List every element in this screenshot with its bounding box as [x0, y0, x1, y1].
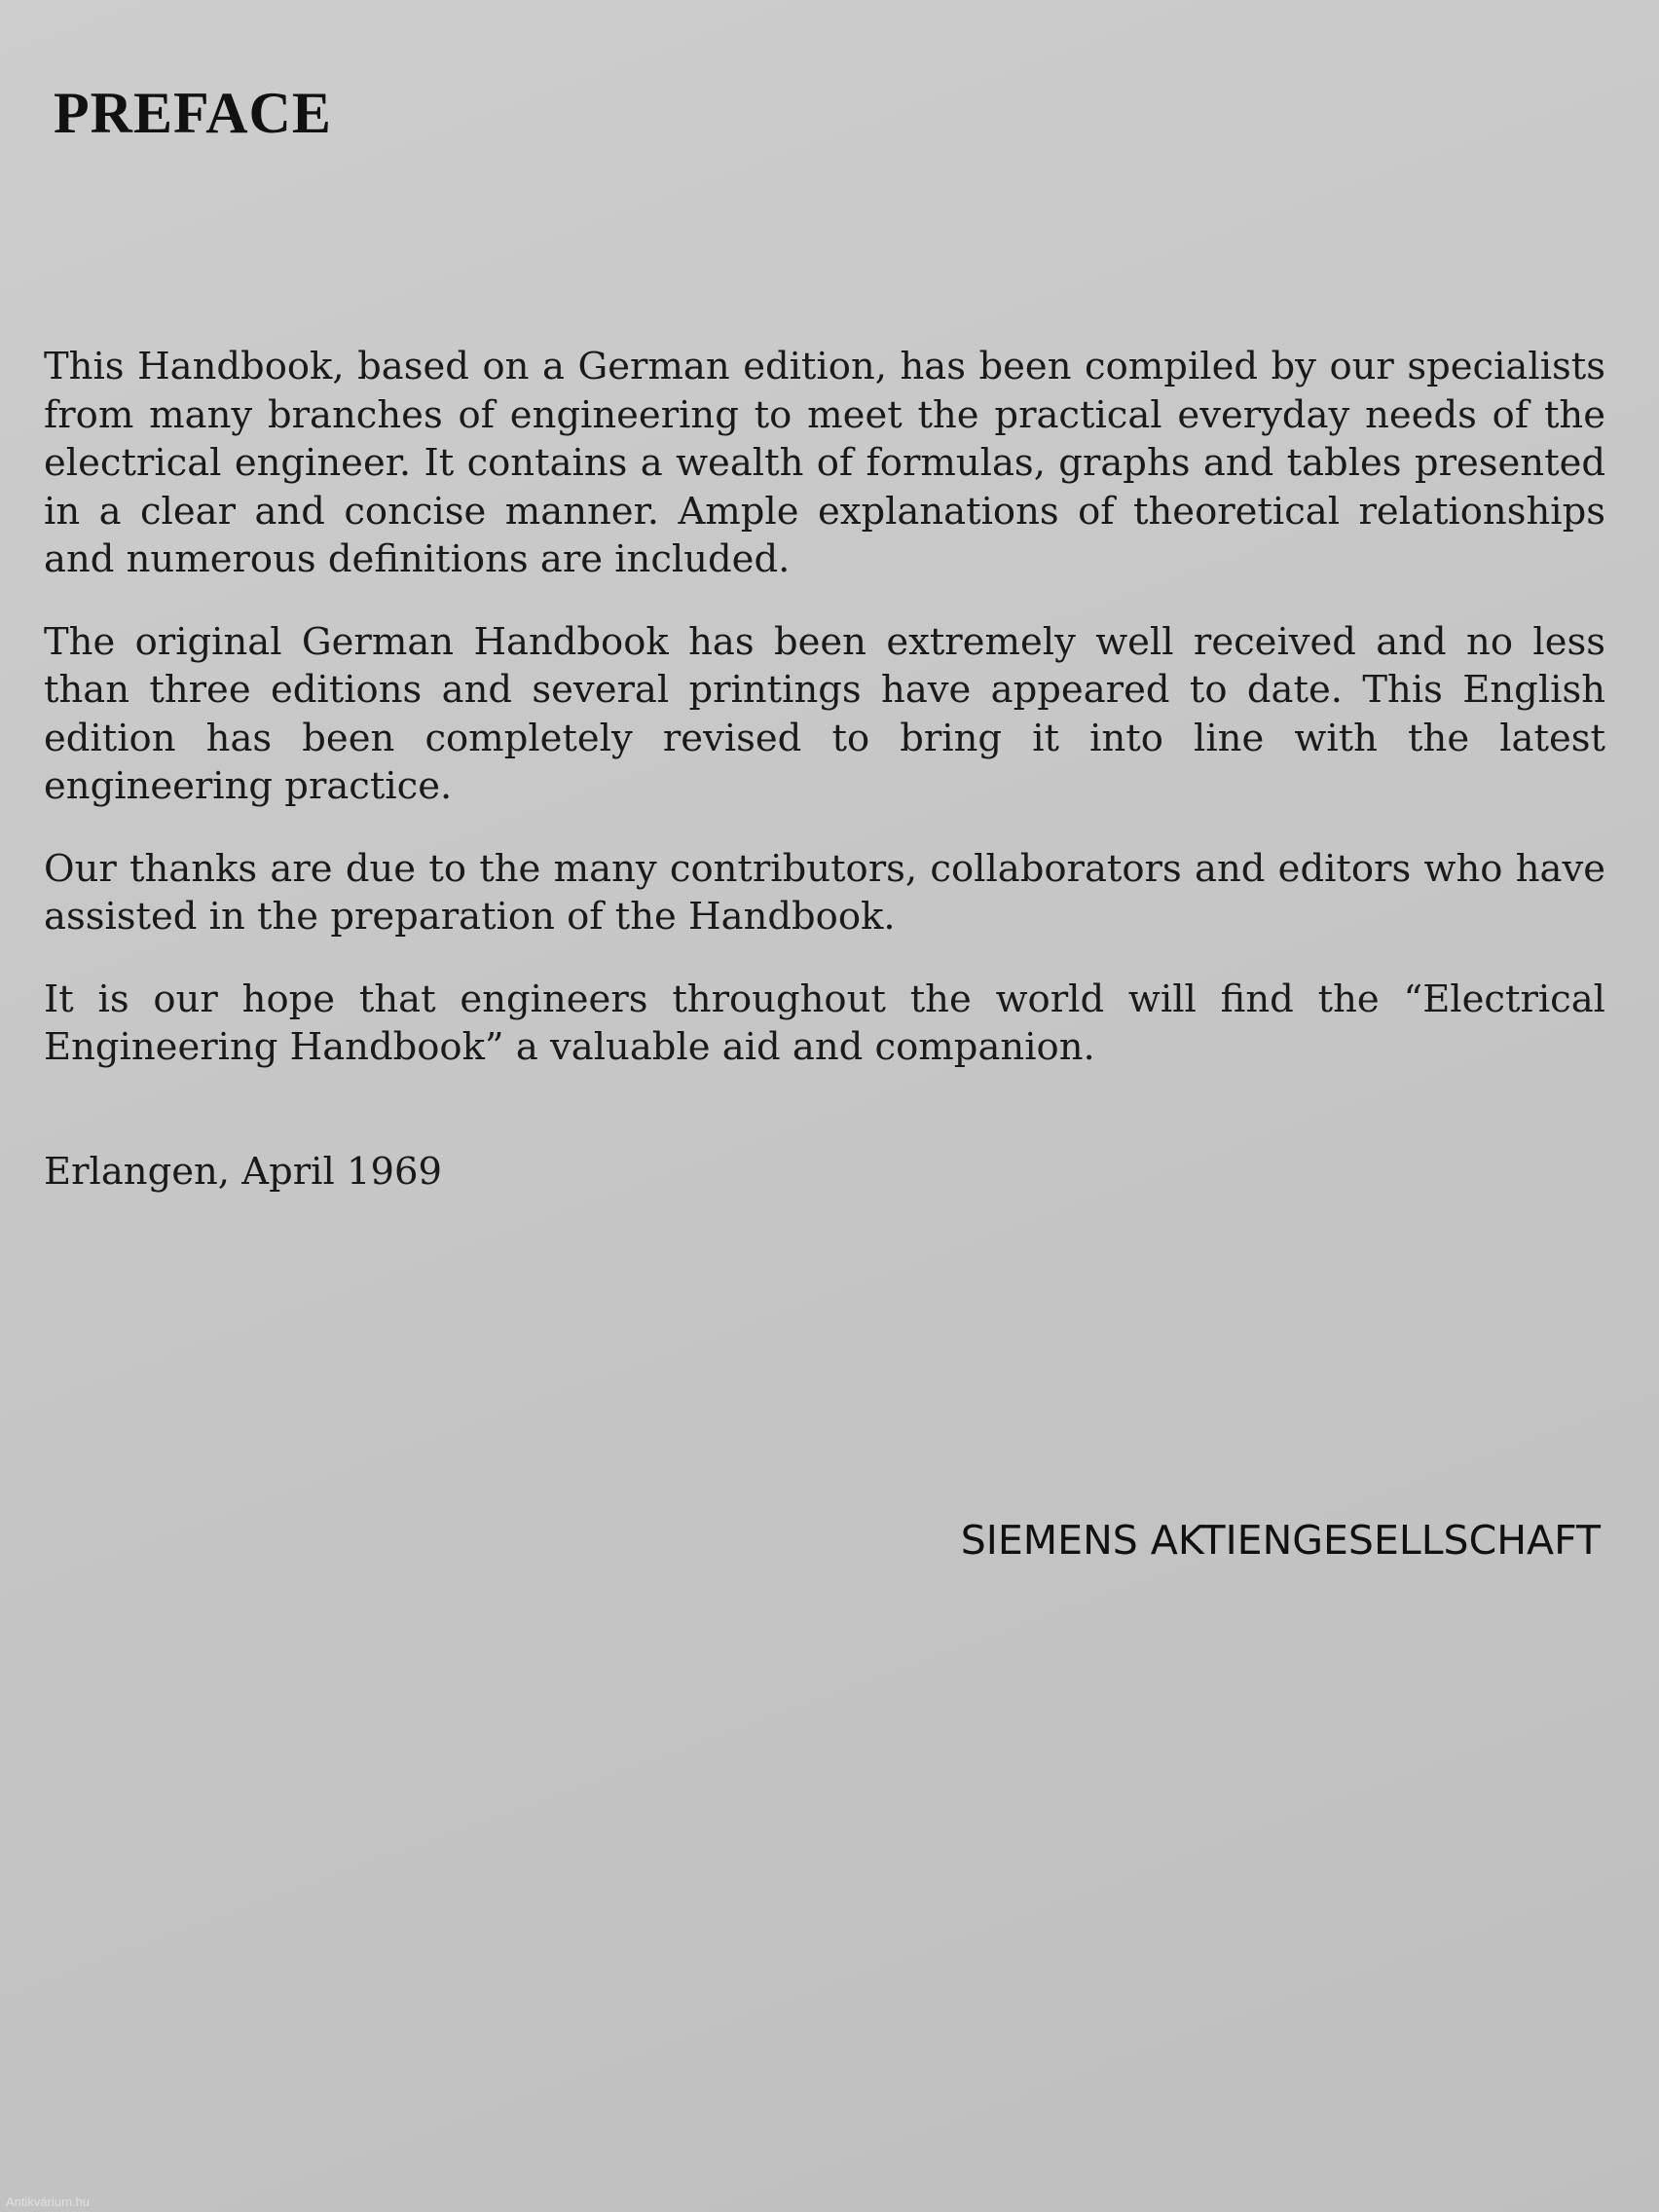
- paragraph: It is our hope that engineers throughout the world will find the “Electrical Engineering Handbook” a valuable aid and companion.: [44, 977, 1605, 1069]
- watermark: Antikvárium.hu: [6, 2194, 90, 2209]
- paragraph: Our thanks are due to the many contributors, collaborators and editors who have assisted in the preparation of the Handbook.: [44, 846, 1605, 939]
- signature: SIEMENS AKTIENGESELLSCHAFT: [960, 1517, 1601, 1564]
- place-date: Erlangen, April 1969: [44, 1149, 442, 1194]
- paragraph: The original German Handbook has been extremely well received and no less than three editions and several printings have appeared to date. This English edition has been completely revised to bring it into line with the latest engineering practice.: [44, 619, 1605, 808]
- preface-body: [44, 343, 1605, 1196]
- paragraph: This Handbook, based on a German edition, has been compiled by our specialists from many branches of engineering to meet the practical everyday needs of the electrical engineer. It contains a wealth of formulas, graphs and tables presented in a clear and concise manner. Ample explanations of theoretical relationships and numerous definitions are included.: [44, 345, 1605, 581]
- page-title: PREFACE: [54, 81, 332, 145]
